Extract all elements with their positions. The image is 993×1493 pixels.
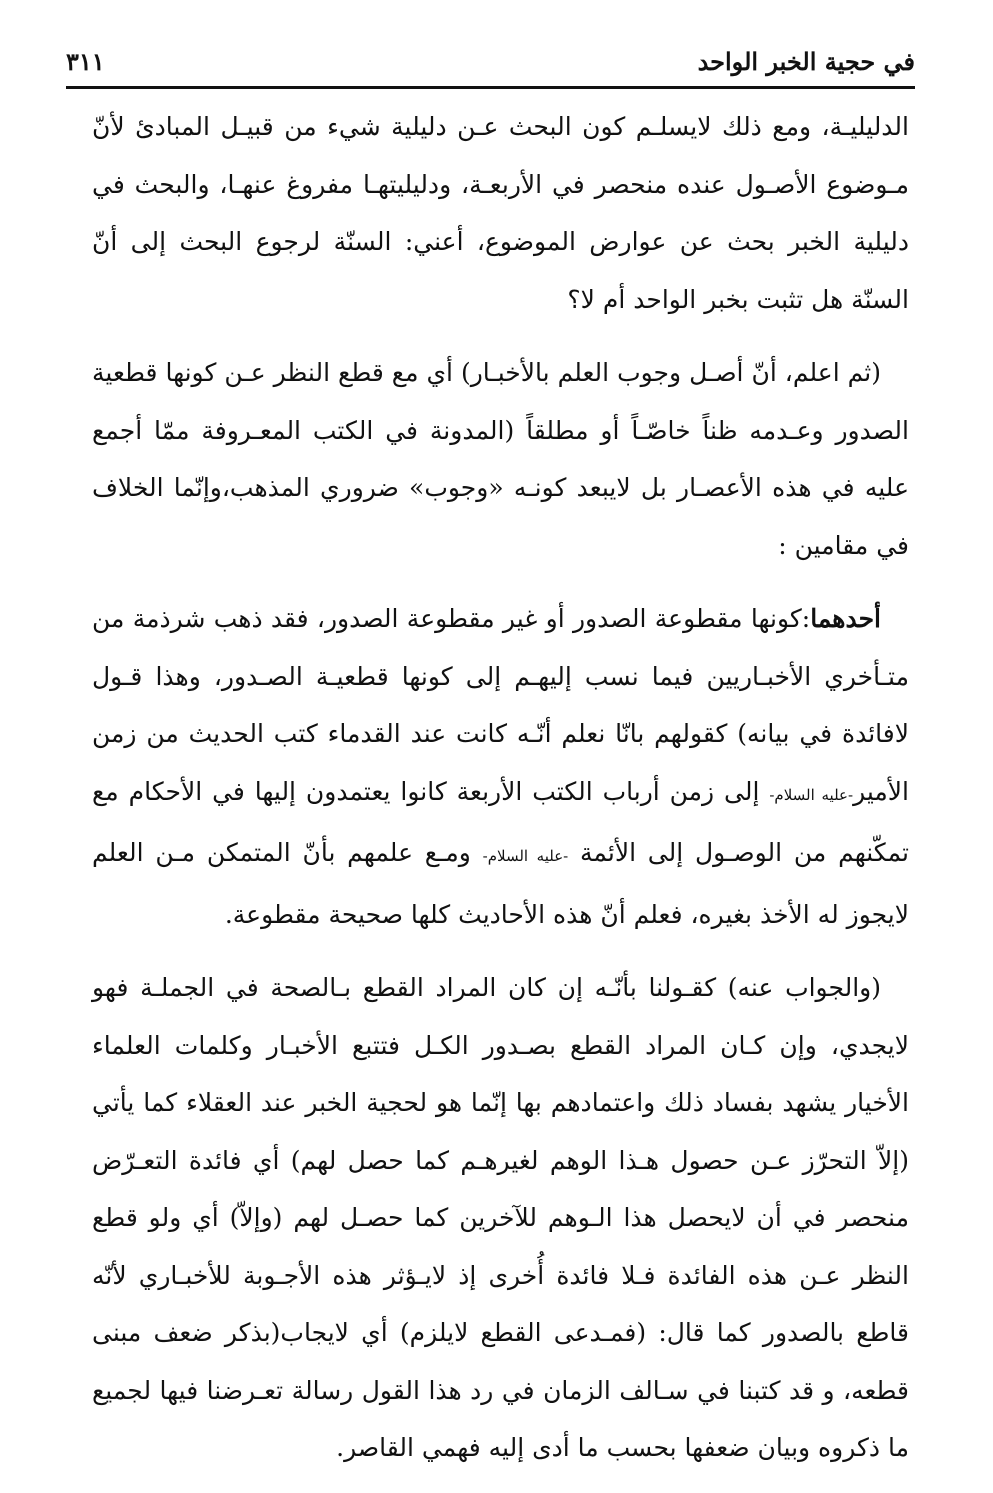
page-number: ٣١١ <box>66 46 105 76</box>
paragraph-3-part-2: إلى زمن أرباب الكتب الأربعة كانوا يعتمدون إليها في الأحكام مع تمكّنهم من الوصـول إلى الأئمة <box>92 776 910 867</box>
paragraph-3-lead: أحدهما <box>810 604 881 633</box>
page-body <box>92 98 909 1493</box>
paragraph-4: (والجواب عنه) كقـولنا بأنّـه إن كان المراد القطع بـالصحة في الجملـة فهو لايجدي، وإن كـان المراد القطع بصـدور الكـل فتتبع الأخبـار وكلمات العلماء الأخيار يشهد بفساد ذلك واعتمادهم بها إنّما هو لحجية الخبر عند العقلاء كما يأتي (إلاّ التحرّز عـن حصول هـذا الوهم لغيرهـم كما حصل لهم) أي فائدة التعـرّض منحصر في أن لايحصل هذا الـوهم للآخرين كما حصـل لهم (وإلاّ) أي ولو قطع النظر عـن هذه الفائدة فـلا فائدة أُخرى إذ لايـؤثر هذه الأجـوبة للأخبـاري لأنّه قاطع بالصدور كما قال: (فمـدعى القطع لايلزم) أي لايجاب(بذكر ضعف مبنى قطعه، و قد كتبنا في سـالف الزمان في رد هذا القول رسالة تعـرضنا فيها لجميع ما ذكروه وبيان ضعفها بحسب ما أدى إليه فهمي القاصر. <box>92 973 909 1462</box>
header-divider <box>66 86 915 89</box>
salutation-2: -عليه السلام- <box>482 847 569 865</box>
paragraph-3-part-1: :كونها مقطوعة الصدور أو غير مقطوعة الصدور، فقد ذهب شرذمة من متـأخري الأخبـاريين فيما نسب إليهـم إلى كونها قطعيـة الصـدور، وهذا قـول لافائدة في بيانه) كقولهم بانّا نعلم أنّـه كانت عند القدماء كتب الحديث من زمن الأمير <box>92 604 909 806</box>
paragraph-3 <box>92 590 909 943</box>
paragraph-3-part-3: ومـع علمهم بأنّ المتمكن مـن العلم لايجوز له الأخذ بغيره، فعلم أنّ هذه الأحاديث كلها صحيحة مقطوعة. <box>92 838 909 929</box>
paragraph-1: الدليليـة، ومع ذلك لايسلـم كون البحث عـن دليلية شيء من قبيـل المبادئ لأنّ مـوضوع الأصـول عنده منحصر في الأربعـة، ودليليتهـا مفروغ عنهـا، والبحث في دليلية الخبر بحث عن عوارض الموضوع، أعني: السنّة لرجوع البحث إلى أنّ السنّة هل تثبت بخبر الواحد أم لا؟ <box>92 112 909 314</box>
running-header <box>66 38 915 84</box>
paragraph-2: (ثم اعلم، أنّ أصـل وجوب العلم بالأخبـار) أي مع قطع النظر عـن كونها قطعية الصدور وعـدمه ظناً خاصّـاً أو مطلقاً (المدونة في الكتب المعـروفة ممّا أجمع عليه في هذه الأعصـار بل لايبعد كونـه «وجوب» ضروري المذهب،وإنّما الخلاف في مقامين : <box>92 358 909 560</box>
header-title: في حجية الخبر الواحد <box>697 46 915 76</box>
salutation-1: -عليه السلام- <box>769 785 854 804</box>
